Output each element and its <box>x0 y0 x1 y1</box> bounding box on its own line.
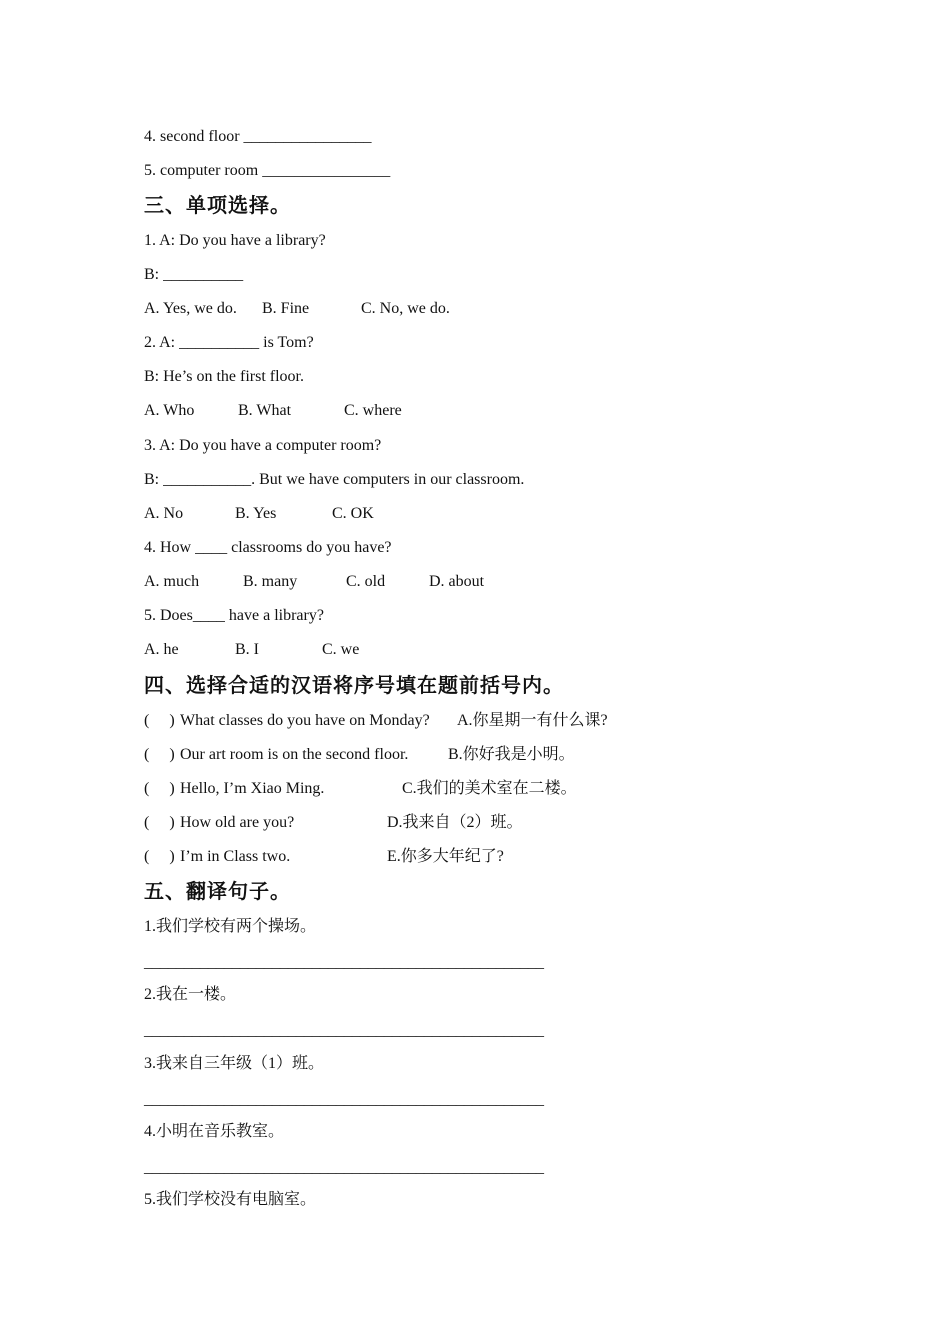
section2-item-5: 5. computer room ________________ <box>144 162 391 179</box>
match-row <box>144 779 844 799</box>
q4-option-b: B. many <box>243 573 298 590</box>
answer-parentheses: ( ) <box>144 712 175 729</box>
section5-heading: 五、翻译句子。 <box>144 879 291 903</box>
match-chinese: D.我来自（2）班。 <box>387 814 523 831</box>
match-english: Hello, I’m Xiao Ming. <box>180 780 325 797</box>
q4-option-d: D. about <box>429 573 485 590</box>
q2-options <box>144 401 844 421</box>
answer-parentheses: ( ) <box>144 780 175 797</box>
q3-option-b: B. Yes <box>235 505 277 522</box>
q1-question: 1. A: Do you have a library? <box>144 232 326 249</box>
translate-item-1: 1.我们学校有两个操场。 <box>144 918 317 935</box>
q1-answer-blank: B: __________ <box>144 266 244 283</box>
q5-options <box>144 640 844 660</box>
answer-line: __________________________________________________ <box>144 954 544 971</box>
q1-option-a: A. Yes, we do. <box>144 300 237 317</box>
match-english: I’m in Class two. <box>180 848 291 865</box>
section4-heading: 四、选择合适的汉语将序号填在题前括号内。 <box>144 673 564 697</box>
q2-option-a: A. Who <box>144 402 195 419</box>
q1-options <box>144 299 844 319</box>
match-chinese: E.你多大年纪了? <box>387 848 504 865</box>
q4-question: 4. How ____ classrooms do you have? <box>144 539 392 556</box>
answer-line: __________________________________________________ <box>144 1091 544 1108</box>
q3-question: 3. A: Do you have a computer room? <box>144 437 382 454</box>
q1-option-b: B. Fine <box>262 300 310 317</box>
match-row <box>144 711 844 731</box>
match-chinese: B.你好我是小明。 <box>448 746 575 763</box>
q4-option-a: A. much <box>144 573 200 590</box>
answer-line: __________________________________________________ <box>144 1159 544 1176</box>
q5-option-b: B. I <box>235 641 259 658</box>
answer-parentheses: ( ) <box>144 848 175 865</box>
match-english: Our art room is on the second floor. <box>180 746 409 763</box>
answer-parentheses: ( ) <box>144 746 175 763</box>
section3-heading: 三、单项选择。 <box>144 193 291 217</box>
q2-option-b: B. What <box>238 402 292 419</box>
section2-item-4: 4. second floor ________________ <box>144 128 372 145</box>
translate-item-2: 2.我在一楼。 <box>144 986 237 1003</box>
q2-option-c: C. where <box>344 402 402 419</box>
answer-parentheses: ( ) <box>144 814 175 831</box>
q2-question: 2. A: __________ is Tom? <box>144 334 314 351</box>
match-chinese: A.你星期一有什么课? <box>457 712 608 729</box>
q5-question: 5. Does____ have a library? <box>144 607 324 624</box>
q2-answer: B: He’s on the first floor. <box>144 368 304 385</box>
q4-options <box>144 572 844 592</box>
q3-option-a: A. No <box>144 505 184 522</box>
match-row <box>144 813 844 833</box>
q1-option-c: C. No, we do. <box>361 300 450 317</box>
q5-option-a: A. he <box>144 641 179 658</box>
q3-option-c: C. OK <box>332 505 374 522</box>
q5-option-c: C. we <box>322 641 360 658</box>
translate-item-3: 3.我来自三年级（1）班。 <box>144 1055 325 1072</box>
match-row <box>144 847 844 867</box>
match-english: How old are you? <box>180 814 295 831</box>
translate-item-4: 4.小明在音乐教室。 <box>144 1123 285 1140</box>
q4-option-c: C. old <box>346 573 386 590</box>
answer-line: __________________________________________________ <box>144 1022 544 1039</box>
match-english: What classes do you have on Monday? <box>180 712 430 729</box>
match-row <box>144 745 844 765</box>
q3-answer: B: ___________. But we have computers in our classroom. <box>144 471 525 488</box>
q3-options <box>144 504 844 524</box>
match-chinese: C.我们的美术室在二楼。 <box>402 780 577 797</box>
translate-item-5: 5.我们学校没有电脑室。 <box>144 1191 317 1208</box>
